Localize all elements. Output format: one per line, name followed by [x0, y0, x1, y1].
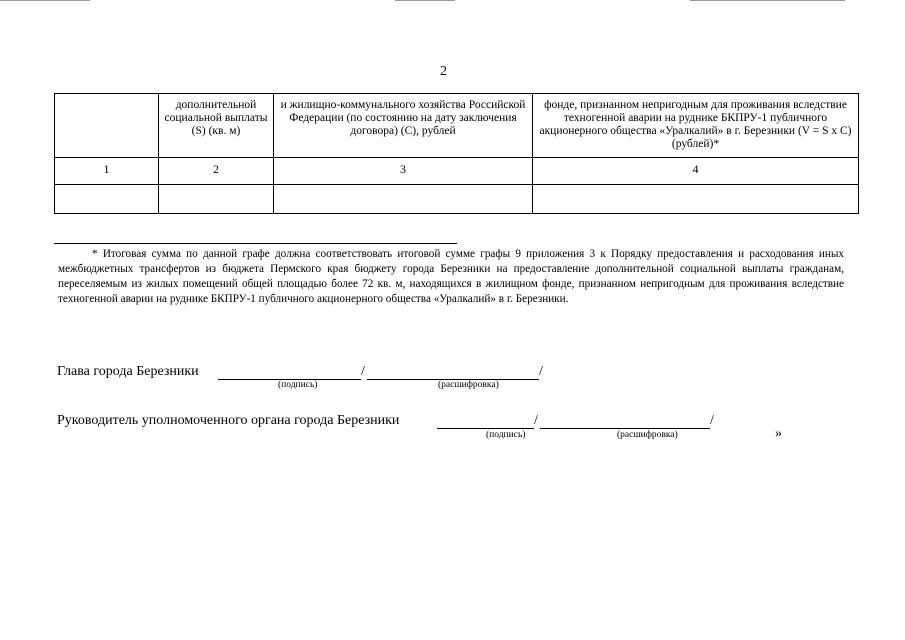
authorized-decoding-slash: / [710, 413, 714, 428]
table-header-row [55, 94, 859, 158]
column-number-cell: 4 [533, 158, 859, 185]
head-decoding-caption: (расшифровка) [438, 380, 499, 390]
table-cell [533, 185, 859, 214]
column-number-row [55, 158, 859, 185]
authorized-signature-label: Руководитель уполномоченного органа города Березники [57, 413, 400, 428]
authorized-signature-slash: / [534, 413, 538, 428]
column-number-cell: 1 [55, 158, 159, 185]
table-cell [55, 185, 159, 214]
closing-quote: » [775, 426, 782, 441]
column-number-cell: 2 [159, 158, 274, 185]
table-cell [159, 185, 274, 214]
scan-artifact-line [0, 0, 90, 1]
table-header-cell: дополнительной социальной выплаты (S) (кв. м) [159, 94, 274, 158]
page-number: 2 [440, 64, 447, 79]
table-header-cell [55, 94, 159, 158]
footnote-separator [54, 243, 457, 244]
authorized-decoding-line [540, 428, 710, 429]
head-signature-label: Глава города Березники [57, 364, 199, 379]
column-number-cell: 3 [274, 158, 533, 185]
table-cell [274, 185, 533, 214]
head-signature-caption: (подпись) [278, 380, 318, 390]
head-signature-slash: / [361, 364, 365, 379]
table-header-cell: фонде, признанном непригодным для проживания вследствие техногенной аварии на руднике БКПРУ-1 публичного акционерного общества «Уралкалий» в г. Березники (V = S x С) (рублей)* [533, 94, 859, 158]
footnote-text: * Итоговая сумма по данной графе должна соответствовать итоговой сумме графы 9 приложения 3 к Порядку предоставления и расходования иных межбюджетных трансфертов из бюджета Пермского края бюджету города Березники на предоставление дополнительной социальной выплаты гражданам, переселяемым из жилых помещений общей площадью более 72 кв. м, находящихся в жилищном фонде, признанном непригодным для проживания вследствие техногенной аварии на руднике БКПРУ-1 публичного акционерного общества «Уралкалий» в г. Березники. [58, 248, 844, 305]
scan-artifact-line [395, 0, 455, 1]
table-header-cell: и жилищно-коммунального хозяйства Российской Федерации (по состоянию на дату заключения договора) (С), рублей [274, 94, 533, 158]
authorized-signature-caption: (подпись) [486, 430, 526, 440]
scan-artifact-line [690, 0, 845, 1]
payment-table [54, 93, 859, 214]
head-decoding-slash: / [539, 364, 543, 379]
table-row [55, 185, 859, 214]
authorized-signature-line [437, 428, 534, 429]
authorized-decoding-caption: (расшифровка) [617, 430, 678, 440]
